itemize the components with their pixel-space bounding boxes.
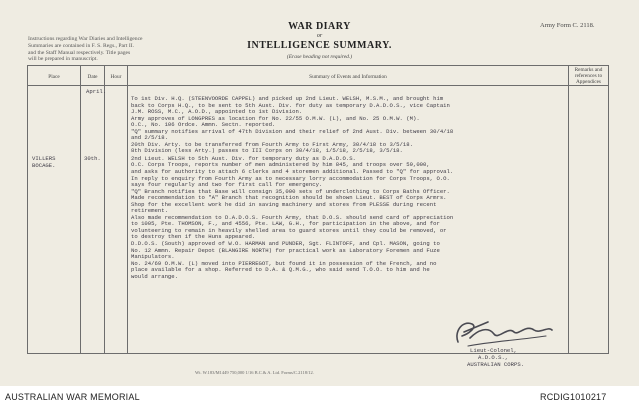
- column-header-summary: Summary of Events and Information: [309, 74, 387, 80]
- column-rule: [568, 65, 569, 353]
- entry-place-line1: VILLERS: [32, 155, 56, 162]
- entry-date: 30th.: [84, 155, 101, 162]
- diary-line: and 2/5/18.: [131, 134, 168, 142]
- diary-line: No. 24/69 O.M.W. (L) moved into PIERREGOT, but found it in possession of the French, and no: [131, 259, 437, 267]
- column-header-place: Place: [48, 74, 60, 80]
- instructions-line: and the Staff Manual respectively. Title pages: [28, 49, 131, 56]
- signature-unit: A.D.O.S.,: [478, 354, 509, 361]
- diary-line: "Q" summary notifies arrival of 47th Division and their relief of 2nd Aust. Div. between 30/4/18: [131, 127, 454, 135]
- diary-line: and asks for authority to attach 6 clerks and 4 storemen additional. Passed to "Q" for approval.: [131, 168, 454, 176]
- column-header-remarks: Remarks and references to Appendices: [574, 67, 603, 85]
- signature-corps: AUSTRALIAN CORPS.: [467, 361, 525, 368]
- diary-line: O.C., No. 106 Ordce. Ammn. Sectn. reported.: [131, 121, 276, 129]
- title-subtitle: (Erase heading not required.): [286, 54, 353, 60]
- diary-line: 8th Division (less Arty.) passes to III Corps on 30/4/18, 1/5/18, 2/5/18, 3/5/18.: [131, 147, 403, 155]
- diary-line: J.M. ROSS, M.C., A.O.D., appointed to 1st Division.: [131, 108, 303, 116]
- diary-line: would arrange.: [131, 272, 178, 280]
- diary-line: back to Corps H.Q., to be sent to 5th Aust. Div. for duty as temporary D.A.D.O.S., vice Captain: [131, 101, 450, 109]
- instructions-line: Summaries are contained in F. S. Regs., Part II.: [28, 42, 134, 49]
- diary-line: Shop for the excellent work he did in saving machinery and stores from PLESSE during recent: [131, 200, 437, 208]
- column-rule: [27, 65, 28, 353]
- diary-line: place available for a shop. Referred to D.A. & Q.M.G., who said send T.O.O. to him and he: [131, 266, 430, 274]
- column-rule: [127, 65, 128, 353]
- diary-line: Army approves of LONGPRES as location for No. 22/55 O.M.W. (L), and No. 25 O.M.W. (M).: [131, 114, 420, 122]
- diary-line: "Q" Branch notifies that Base will consign 35,000 sets of underclothing to Corps Baths Officer.: [131, 187, 450, 195]
- column-header-hour: Hour: [110, 74, 122, 80]
- diary-body: [131, 96, 453, 280]
- diary-line: 2nd Lieut. WELSH to 5th Aust. Div. for temporary duty as D.A.D.O.S.: [131, 154, 356, 162]
- instructions-line: Instructions regarding War Diaries and Intelligence: [28, 36, 143, 42]
- diary-line: says four regularly and two for first call for emergency.: [131, 181, 323, 189]
- diary-line: Made recommendation to "A" Branch that recognition should be shown Lieut. BEST of Corps Armrs.: [131, 194, 447, 202]
- column-rule: [80, 65, 81, 353]
- diary-line: Also made recommendation to D.A.D.O.S. Fourth Army, that D.O.S. should send card of appreciation: [131, 213, 454, 221]
- title-war-diary: WAR DIARY: [288, 21, 351, 32]
- entry-place-line2: BOCAGE.: [32, 162, 56, 169]
- title-intelligence-summary: INTELLIGENCE SUMMARY.: [247, 40, 392, 51]
- archive-reference: RCDIG1010217: [540, 392, 607, 402]
- table-top-rule: [27, 65, 609, 66]
- table-header-rule: [27, 85, 609, 86]
- diary-line: to 1005, Pte. THOMSON, F., and 4556, Pte. LAW, G.H., for participation in the above, and for: [131, 220, 440, 228]
- diary-line: 20th Div. Arty. to be transferred from Fourth Army to First Army, 30/4/18 to 3/5/18.: [131, 140, 413, 148]
- instructions-line: will be prepared in manuscript.: [28, 56, 98, 63]
- column-header-date: Date: [87, 74, 98, 80]
- diary-line: To 1st Div. H.Q. (STEENVOORDE CAPPEL) and picked up 2nd Lieut. WELSH, M.S.M., and brought him: [131, 95, 444, 102]
- diary-line: O.C. Corps Troops, reports number of men administered by him 845, and troops over 59,000,: [131, 161, 430, 169]
- column-rule: [104, 65, 105, 353]
- title-or: or: [316, 33, 323, 39]
- column-rule: [608, 65, 609, 353]
- diary-line: to destroy then if the Huns appeared.: [131, 233, 256, 241]
- army-form-number: Army Form C. 2118.: [540, 22, 595, 29]
- diary-line: In reply to enquiry from Fourth Army as to necessary lorry accommodation for Corps Troops, O.O.: [131, 174, 450, 182]
- diary-line: D.D.O.S. (South) approved of W.O. HARMAN and PUNDER, Sgt. FLINTOFF, and Cpl. MASON, going to: [131, 240, 440, 248]
- signature-title: Lieut-Colonel,: [470, 347, 517, 354]
- diary-line: No. 12 Ammn. Repair Depot (BLANGIRE NORTH) for practical work as Laboratory Foremen and Fuze: [131, 246, 440, 254]
- diary-line: Manipulators.: [131, 253, 175, 261]
- diary-line: volunteering to remain in heavily shelled area to guard stores until they could be removed, or: [131, 226, 447, 234]
- archive-credit: AUSTRALIAN WAR MEMORIAL: [5, 392, 140, 402]
- printer-line: Wt. W.183/M1449 750,000 1/16 B.C.& A. Ltd. Forms/C.2118/12.: [195, 370, 314, 375]
- diary-line: retirement.: [131, 207, 168, 215]
- entry-month: April.: [86, 88, 107, 95]
